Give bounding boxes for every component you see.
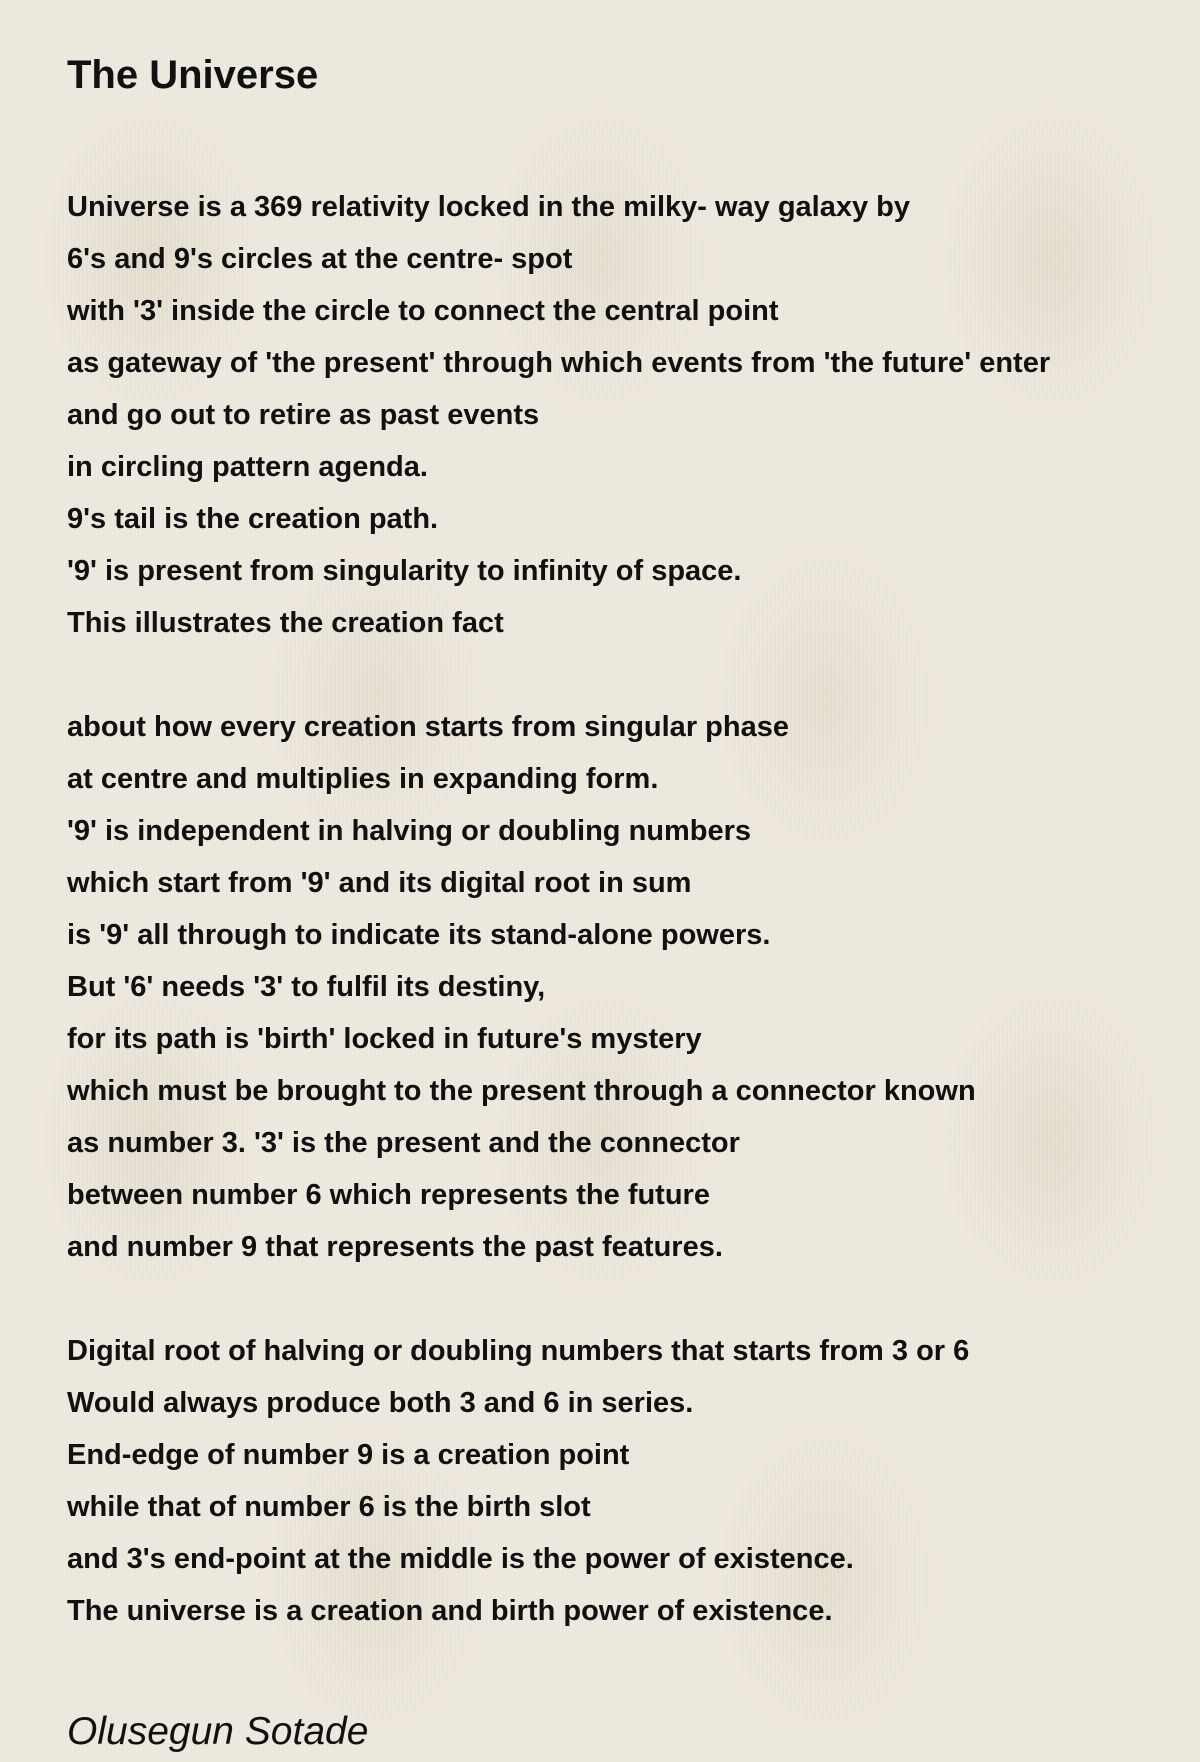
poem-line: This illustrates the creation fact bbox=[67, 607, 504, 639]
poem-line: '9' is independent in halving or doubling numbers bbox=[67, 815, 752, 847]
poem-line: 9's tail is the creation path. bbox=[67, 503, 439, 535]
poem-line: '9' is present from singularity to infinity of space. bbox=[67, 555, 742, 587]
poem-line: and number 9 that represents the past features. bbox=[67, 1231, 723, 1263]
poem-line: as number 3. '3' is the present and the connector bbox=[67, 1127, 740, 1159]
poem-line: which start from '9' and its digital root in sum bbox=[67, 867, 692, 899]
stanza-break bbox=[67, 1273, 1187, 1325]
poem-title: The Universe bbox=[67, 53, 319, 97]
poem-line: Universe is a 369 relativity locked in the milky- way galaxy by bbox=[67, 191, 911, 223]
poem-line: The universe is a creation and birth power of existence. bbox=[67, 1595, 833, 1627]
stanza-2 bbox=[67, 701, 1187, 1273]
stanza-1 bbox=[67, 181, 1187, 649]
poem-line: with '3' inside the circle to connect the central point bbox=[67, 295, 779, 327]
poem-line: which must be brought to the present through a connector known bbox=[67, 1075, 976, 1107]
poem-body bbox=[67, 181, 1187, 1637]
poem-line: while that of number 6 is the birth slot bbox=[67, 1491, 591, 1523]
poem-line: is '9' all through to indicate its stand-alone powers. bbox=[67, 919, 771, 951]
poem-line: Digital root of halving or doubling numbers that starts from 3 or 6 bbox=[67, 1335, 970, 1367]
poem-line: at centre and multiplies in expanding form. bbox=[67, 763, 659, 795]
poem-line: in circling pattern agenda. bbox=[67, 451, 428, 483]
poem-line: End-edge of number 9 is a creation point bbox=[67, 1439, 630, 1471]
poem-line: But '6' needs '3' to fulfil its destiny, bbox=[67, 971, 546, 1003]
poem-line: for its path is 'birth' locked in future's mystery bbox=[67, 1023, 702, 1055]
poem-line: between number 6 which represents the future bbox=[67, 1179, 710, 1211]
poem-line: Would always produce both 3 and 6 in series. bbox=[67, 1387, 694, 1419]
poem-line: 6's and 9's circles at the centre- spot bbox=[67, 243, 573, 275]
poem-line: as gateway of 'the present' through which events from 'the future' enter bbox=[67, 347, 1051, 379]
poem-author: Olusegun Sotade bbox=[67, 1710, 369, 1753]
poem-line: and 3's end-point at the middle is the power of existence. bbox=[67, 1543, 854, 1575]
poem-line: and go out to retire as past events bbox=[67, 399, 540, 431]
stanza-break bbox=[67, 649, 1187, 701]
stanza-3 bbox=[67, 1325, 1187, 1637]
poem-page bbox=[67, 40, 1187, 1757]
poem-line: about how every creation starts from singular phase bbox=[67, 711, 789, 743]
